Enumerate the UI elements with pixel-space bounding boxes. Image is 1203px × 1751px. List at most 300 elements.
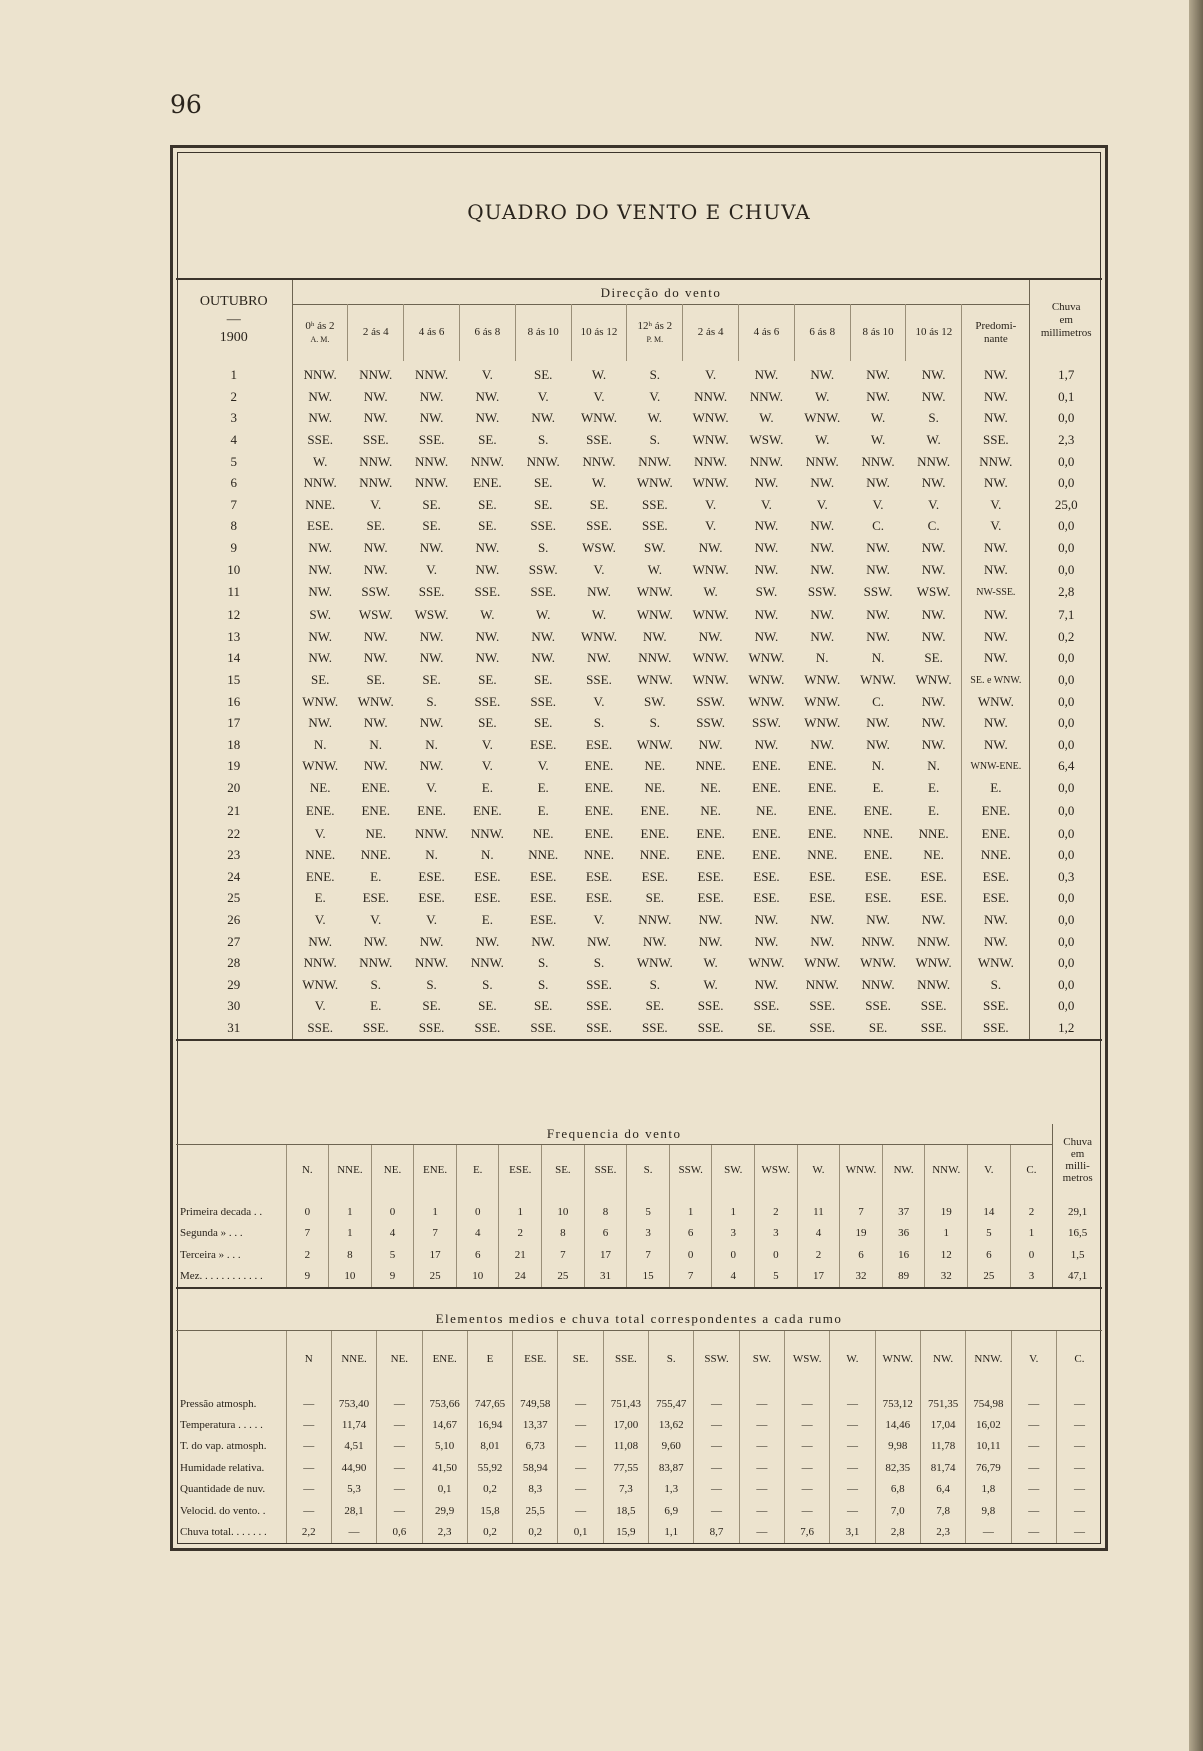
predominant-header	[962, 305, 1030, 361]
wind-cell: V.	[872, 496, 884, 512]
rain-cell: 1,2	[1030, 1017, 1102, 1040]
wind-cell: N.	[425, 847, 438, 863]
wind-cell: NNW.	[415, 367, 449, 383]
wind-cell: ENE.	[807, 758, 837, 774]
element-cell: —	[785, 1479, 830, 1500]
wind-cell: ESE.	[585, 868, 613, 884]
wind-cell: NW.	[308, 561, 333, 577]
wind-cell: ESE.	[474, 868, 501, 884]
wind-cell: W.	[759, 410, 774, 426]
wind-cell: NW.	[866, 367, 890, 383]
wind-cell: NW.	[308, 650, 333, 666]
element-cell: —	[739, 1387, 784, 1414]
day-cell: 20	[176, 777, 292, 799]
wind-cell: NW.	[921, 561, 946, 577]
wind-cell: N.	[425, 736, 438, 752]
element-cell: —	[785, 1436, 830, 1457]
wind-cell: SSE.	[586, 998, 612, 1014]
wind-cell: NW.	[754, 976, 779, 992]
wind-cell: NE.	[700, 779, 721, 795]
frequency-cell: 89	[882, 1266, 925, 1289]
wind-cell: NNW.	[359, 367, 393, 383]
wind-cell: V.	[705, 367, 717, 383]
wind-cell: NW.	[419, 628, 444, 644]
wind-cell: ENE.	[752, 779, 781, 795]
wind-frequency-table	[176, 1124, 1102, 1289]
wind-cell: NNW.	[415, 453, 449, 469]
wind-cell: NW.	[866, 561, 890, 577]
wind-cell: SE.	[533, 998, 553, 1014]
wind-cell: NW.	[866, 715, 890, 731]
wind-cell: NW.	[419, 410, 444, 426]
wind-cell: S.	[370, 976, 381, 992]
predominant-cell: V.	[962, 494, 1030, 516]
predominant-cell: NW.	[962, 537, 1030, 559]
element-cell: 2,8	[875, 1521, 920, 1542]
wind-cell: NW.	[363, 388, 388, 404]
wind-cell: ENE.	[417, 802, 446, 818]
wind-cell: ESE.	[474, 890, 501, 906]
rain-header-line3: millimetros	[1040, 326, 1092, 339]
element-cell: 6,9	[649, 1500, 694, 1521]
element-cell: 14,67	[422, 1414, 467, 1435]
element-cell: 14,46	[875, 1414, 920, 1435]
wind-cell: NNW.	[805, 976, 839, 992]
table-row	[176, 996, 1102, 1018]
wind-cell: SSW.	[807, 584, 837, 600]
wind-cell: ENE.	[863, 847, 893, 863]
elements-section-label: Elementos medios e chuva total correspondentes a cada rumo	[435, 1311, 843, 1326]
table-row	[176, 1479, 1102, 1500]
wind-cell: ENE.	[752, 825, 781, 841]
element-cell: —	[286, 1436, 331, 1457]
frequency-cell: 0	[669, 1244, 712, 1266]
hour-interval-label: 8 ás 10	[862, 326, 894, 339]
wind-cell: S.	[482, 976, 493, 992]
day-cell: 14	[176, 648, 292, 670]
wind-cell: NNW.	[303, 955, 337, 971]
element-cell: —	[739, 1521, 784, 1542]
wind-cell: NW.	[587, 584, 611, 600]
wind-cell: SSE.	[530, 518, 557, 534]
frequency-cell: 32	[925, 1266, 968, 1289]
wind-cell: ESE.	[418, 868, 445, 884]
predominant-cell: WNW-ENE.	[962, 756, 1030, 778]
element-cell: 747,65	[467, 1387, 512, 1414]
wind-cell: S.	[537, 976, 549, 992]
rain-cell: 16,5	[1053, 1223, 1102, 1245]
element-cell: 5,3	[331, 1479, 376, 1500]
direction-header: SSW.	[669, 1145, 712, 1196]
hour-interval-header	[515, 305, 571, 361]
wind-cell: E.	[481, 779, 493, 795]
direction-header: SE.	[542, 1145, 585, 1196]
direction-header: NNE.	[331, 1331, 376, 1388]
wind-cell: SSE.	[683, 1017, 739, 1040]
element-cell: —	[286, 1414, 331, 1435]
rain-cell: 0,0	[1030, 669, 1102, 691]
day-cell: 27	[176, 931, 292, 953]
day-cell: 28	[176, 952, 292, 974]
rain-cell: 0,0	[1030, 712, 1102, 734]
wind-cell: SW.	[755, 584, 778, 600]
predominant-cell: S.	[962, 974, 1030, 996]
wind-cell: S.	[649, 432, 661, 448]
predominant-cell: NW.	[962, 909, 1030, 931]
hour-interval-label: 10 ás 12	[580, 326, 618, 339]
direction-header: S.	[649, 1331, 694, 1388]
hour-interval-label: 6 ás 8	[474, 326, 501, 339]
wind-cell: ENE.	[361, 802, 391, 818]
wind-cell: WNW.	[692, 650, 729, 666]
day-header-month: OUTUBRO	[199, 294, 268, 310]
predominant-cell: WNW.	[962, 691, 1030, 713]
frequency-cell: 17	[414, 1244, 457, 1266]
wind-cell: E.	[481, 911, 493, 927]
wind-cell: SSE.	[292, 1017, 348, 1040]
wind-cell: NW.	[308, 584, 333, 600]
wind-cell: WNW.	[804, 955, 841, 971]
wind-cell: NW.	[698, 540, 723, 556]
wind-cell: SSE.	[920, 998, 947, 1014]
wind-cell: SE.	[422, 496, 441, 512]
table-row	[176, 1500, 1102, 1521]
frequency-cell: 25	[414, 1266, 457, 1289]
rain-cell: 0,0	[1030, 823, 1102, 845]
predominant-cell: E.	[962, 777, 1030, 799]
wind-cell: NW.	[642, 628, 667, 644]
wind-cell: NW.	[810, 736, 835, 752]
wind-cell: SSE.	[641, 518, 668, 534]
element-cell: 9,98	[875, 1436, 920, 1457]
wind-cell: SSE.	[459, 1017, 515, 1040]
wind-cell: V.	[314, 911, 326, 927]
rain-cell: 0,0	[1030, 691, 1102, 713]
table-row	[176, 823, 1102, 845]
element-cell: —	[377, 1500, 422, 1521]
wind-cell: ESE.	[362, 890, 389, 906]
day-cell: 6	[176, 472, 292, 494]
wind-cell: NW.	[698, 911, 723, 927]
frequency-cell: 0	[755, 1244, 798, 1266]
wind-cell: NW.	[363, 410, 388, 426]
frequency-cell: 6	[669, 1223, 712, 1245]
element-cell: —	[830, 1436, 875, 1457]
element-cell: 749,58	[513, 1387, 558, 1414]
frequency-cell: 19	[925, 1195, 968, 1223]
wind-cell: E.	[370, 998, 382, 1014]
wind-cell: SW.	[309, 607, 331, 623]
wind-cell: NE.	[923, 847, 944, 863]
wind-cell: W.	[313, 453, 328, 469]
wind-cell: SE.	[478, 518, 497, 534]
table-row	[176, 909, 1102, 931]
wind-cell: NW.	[810, 933, 835, 949]
wind-cell: NW.	[475, 540, 500, 556]
element-cell: —	[1011, 1479, 1056, 1500]
element-cell: 9,8	[966, 1500, 1011, 1521]
wind-cell: NW.	[642, 933, 667, 949]
wind-cell: NE.	[365, 825, 387, 841]
period-label: Primeira decada . .	[180, 1205, 263, 1218]
element-cell: —	[1011, 1521, 1056, 1542]
wind-cell: NW.	[866, 607, 890, 623]
wind-cell: SE.	[366, 672, 385, 688]
hour-interval-header	[739, 305, 795, 361]
wind-cell: NW.	[810, 475, 835, 491]
wind-cell: SSE.	[307, 432, 334, 448]
wind-cell: WNW.	[748, 955, 785, 971]
frequency-cell: 6	[968, 1244, 1011, 1266]
wind-cell: ESE.	[809, 890, 836, 906]
frequency-cell: 6	[584, 1223, 627, 1245]
direction-header: NNE.	[329, 1145, 372, 1196]
wind-cell: NW.	[866, 540, 890, 556]
rain-cell: 0,0	[1030, 734, 1102, 756]
element-label: Temperatura . . . . .	[180, 1419, 263, 1432]
wind-cell: WSW.	[358, 607, 393, 623]
table-row	[176, 866, 1102, 888]
element-cell: 17,00	[603, 1414, 648, 1435]
table-row	[176, 604, 1102, 626]
day-cell: 18	[176, 734, 292, 756]
wind-cell: NNE.	[305, 496, 336, 512]
wind-cell: V.	[816, 496, 828, 512]
wind-cell: NNE.	[584, 847, 614, 863]
frequency-cell: 4	[797, 1223, 840, 1245]
table-row	[176, 626, 1102, 648]
element-cell: —	[694, 1387, 739, 1414]
wind-cell: NW.	[754, 561, 779, 577]
wind-cell: ESE.	[530, 868, 557, 884]
wind-cell: NW.	[921, 628, 946, 644]
table-row	[176, 1244, 1102, 1266]
element-cell: —	[830, 1479, 875, 1500]
hour-interval-header	[794, 305, 850, 361]
element-cell: —	[377, 1387, 422, 1414]
frequency-cell: 17	[797, 1266, 840, 1289]
element-cell: 4,51	[331, 1436, 376, 1457]
element-cell: —	[830, 1500, 875, 1521]
element-cell: 41,50	[422, 1457, 467, 1478]
frequency-cell: 1	[329, 1223, 372, 1245]
wind-cell: SE.	[533, 496, 553, 512]
wind-cell: V.	[426, 911, 438, 927]
wind-cell: V.	[593, 911, 605, 927]
element-cell: 1,3	[649, 1479, 694, 1500]
element-cell: —	[694, 1457, 739, 1478]
hour-interval-label: 10 ás 12	[915, 326, 953, 339]
wind-cell: WNW.	[692, 410, 729, 426]
element-cell: 44,90	[331, 1457, 376, 1478]
direction-header: SSE.	[584, 1145, 627, 1196]
wind-cell: SE.	[645, 890, 665, 906]
wind-cell: NW.	[698, 628, 723, 644]
wind-cell: ENE.	[752, 847, 781, 863]
direction-header: SW.	[739, 1331, 784, 1388]
element-cell: —	[558, 1387, 603, 1414]
table-row	[176, 1223, 1102, 1245]
day-cell: 16	[176, 691, 292, 713]
wind-cell: NNW.	[861, 976, 895, 992]
element-cell: —	[286, 1387, 331, 1414]
day-cell: 22	[176, 823, 292, 845]
wind-cell: NW.	[866, 911, 890, 927]
frequency-cell: 6	[840, 1244, 883, 1266]
frequency-cell: 12	[925, 1244, 968, 1266]
wind-cell: ESE.	[920, 890, 947, 906]
element-cell: —	[694, 1479, 739, 1500]
direction-header: ENE.	[414, 1145, 457, 1196]
day-cell: 1	[176, 361, 292, 387]
frequency-rain-header	[1053, 1124, 1102, 1195]
wind-cell: ENE.	[807, 802, 837, 818]
freq-rain-header-line3: milli-	[1065, 1159, 1090, 1172]
frequency-cell: 1	[712, 1195, 755, 1223]
wind-cell: NNW.	[638, 650, 672, 666]
rain-cell: 0,0	[1030, 516, 1102, 538]
wind-cell: NW.	[419, 933, 444, 949]
table-row	[176, 844, 1102, 866]
table-row	[176, 648, 1102, 670]
predominant-cell: ENE.	[962, 823, 1030, 845]
wind-cell: NNW.	[917, 453, 951, 469]
predominant-cell: SSE.	[962, 1017, 1030, 1040]
wind-cell: NNW.	[470, 955, 504, 971]
element-cell: 2,3	[422, 1521, 467, 1542]
rain-cell: 1,5	[1053, 1244, 1102, 1266]
wind-cell: SSE.	[697, 998, 724, 1014]
wind-cell: NNE.	[305, 847, 336, 863]
frequency-cell: 31	[584, 1266, 627, 1289]
frequency-cell: 2	[286, 1244, 329, 1266]
wind-cell: V.	[370, 496, 382, 512]
element-cell: —	[558, 1500, 603, 1521]
element-cell: 25,5	[513, 1500, 558, 1521]
day-cell: 13	[176, 626, 292, 648]
element-cell: —	[785, 1457, 830, 1478]
element-cell: —	[1011, 1500, 1056, 1521]
wind-cell: SE.	[422, 998, 441, 1014]
element-cell: 751,35	[920, 1387, 965, 1414]
hour-interval-header	[292, 305, 348, 361]
wind-cell: W.	[815, 388, 830, 404]
element-cell: —	[377, 1436, 422, 1457]
table-row	[176, 1266, 1102, 1289]
hour-interval-header	[683, 305, 739, 361]
element-cell: —	[694, 1500, 739, 1521]
wind-cell: SE.	[533, 715, 553, 731]
wind-cell: NNW.	[638, 911, 672, 927]
freq-rain-header-line2: em	[1070, 1147, 1085, 1160]
wind-cell: NW.	[810, 607, 835, 623]
rain-cell: 0,0	[1030, 909, 1102, 931]
wind-cell: NW.	[419, 715, 444, 731]
wind-cell: ENE.	[640, 802, 670, 818]
hour-interval-period: A. M.	[310, 334, 330, 344]
table-row	[176, 952, 1102, 974]
wind-cell: WNW.	[804, 410, 841, 426]
element-cell: —	[1011, 1436, 1056, 1457]
element-cell: 3,1	[830, 1521, 875, 1542]
table-row	[176, 777, 1102, 799]
element-cell: —	[739, 1414, 784, 1435]
wind-cell: E.	[537, 779, 549, 795]
wind-cell: NW.	[419, 758, 444, 774]
table-row	[176, 712, 1102, 734]
wind-cell: NW.	[363, 561, 388, 577]
table-row	[176, 974, 1102, 996]
wind-cell: NNW.	[415, 955, 449, 971]
wind-cell: WNW.	[804, 672, 841, 688]
table-row	[176, 1414, 1102, 1435]
frequency-cell: 9	[371, 1266, 414, 1289]
wind-cell: ESE.	[753, 890, 780, 906]
wind-cell: N.	[927, 758, 940, 774]
wind-cell: WNW.	[357, 693, 394, 709]
element-cell: —	[830, 1457, 875, 1478]
day-cell: 8	[176, 516, 292, 538]
mean-elements-table	[176, 1308, 1102, 1543]
wind-cell: WNW.	[581, 410, 617, 426]
table-row	[176, 537, 1102, 559]
frequency-cell: 4	[712, 1266, 755, 1289]
wind-cell: SSW.	[752, 715, 781, 731]
hour-interval-label: 4 ás 6	[418, 326, 445, 339]
table-row	[176, 1195, 1102, 1223]
wind-cell: NNE.	[807, 847, 838, 863]
wind-cell: SE.	[739, 1017, 795, 1040]
wind-cell: WNW.	[860, 955, 897, 971]
frequency-cell: 0	[712, 1244, 755, 1266]
element-cell: 77,55	[603, 1457, 648, 1478]
element-cell: 1,1	[649, 1521, 694, 1542]
wind-cell: NW.	[754, 607, 779, 623]
rain-cell: 29,1	[1053, 1195, 1102, 1223]
rain-cell: 0,0	[1030, 559, 1102, 581]
page-binding-edge	[1189, 0, 1203, 1751]
wind-cell: NE.	[644, 758, 666, 774]
period-label: Mez. . . . . . . . . . . .	[176, 1266, 286, 1289]
element-cell: 755,47	[649, 1387, 694, 1414]
element-cell: 18,5	[603, 1500, 648, 1521]
element-cell: 7,3	[603, 1479, 648, 1500]
wind-cell: NW.	[810, 367, 835, 383]
wind-cell: NNW.	[582, 453, 616, 469]
frequency-cell: 24	[499, 1266, 542, 1289]
table-row	[176, 361, 1102, 387]
wind-cell: ESE.	[809, 868, 836, 884]
element-label: Chuva total. . . . . . .	[180, 1526, 267, 1539]
wind-cell: W.	[703, 955, 718, 971]
element-cell: —	[830, 1387, 875, 1414]
wind-cell: SSE.	[474, 584, 501, 600]
element-label: Quantidade de nuv.	[180, 1483, 266, 1496]
wind-cell: NW.	[866, 475, 890, 491]
wind-cell: NE.	[532, 825, 554, 841]
day-cell: 3	[176, 408, 292, 430]
wind-cell: WNW.	[302, 693, 339, 709]
element-cell: —	[1056, 1521, 1102, 1542]
element-cell: —	[558, 1436, 603, 1457]
element-cell: —	[1056, 1387, 1102, 1414]
element-cell: 6,73	[513, 1436, 558, 1457]
element-cell: 29,9	[422, 1500, 467, 1521]
element-cell: 753,66	[422, 1387, 467, 1414]
wind-cell: NW.	[921, 911, 946, 927]
hour-interval-header	[459, 305, 515, 361]
wind-cell: WNW.	[302, 976, 339, 992]
